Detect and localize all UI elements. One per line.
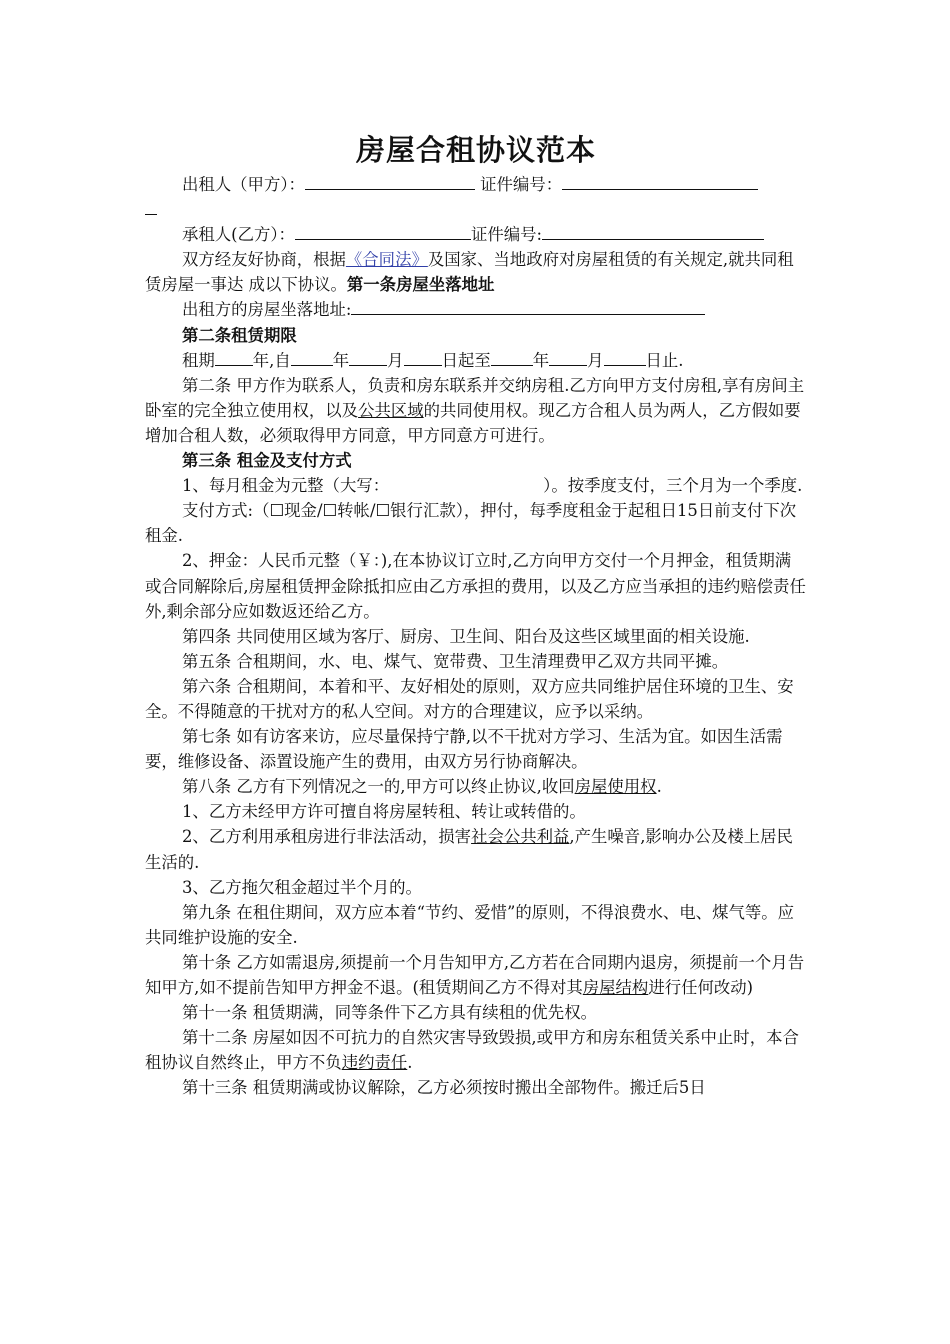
intro-text-cont: 及国家、当地政府对房屋租赁的有关规定,就共同租赁房屋一事达 成以下协议。	[145, 250, 794, 295]
article-8-item-1: 1、乙方未经甲方许可擅自将房屋转租、转让或转借的。	[182, 802, 586, 822]
article-12-text: 第十二条 房屋如因不可抗力的自然灾害导致毁损,或甲方和房东租赁关系中止时，本合租协议自然终止，甲方不负	[145, 1028, 799, 1073]
breach-liability-link[interactable]: 违约责任	[341, 1053, 408, 1073]
article-8-item-2-text: 2、乙方利用承租房进行非法活动，损害	[182, 827, 472, 847]
article-8	[145, 774, 807, 799]
term-text-g: 月	[587, 350, 604, 370]
article-6: 第六条 合租期间，本着和平、友好相处的原则，双方应共同维护居住环境的卫生、安全。不得随意的干扰对方的私人空间。对方的合理建议，应予以采纳。	[145, 676, 794, 721]
end-year-blank	[491, 349, 533, 366]
intro-paragraph	[145, 247, 807, 297]
article-9: 第九条 在租住期间，双方应本着“节约、爱惜”的原则，不得浪费水、电、煤气等。应共同维护设施的安全.	[145, 902, 795, 947]
term-text-c: 年	[332, 350, 350, 370]
lessor-id-label: 证件编号：	[480, 175, 563, 194]
article-10	[145, 950, 807, 1000]
contract-law-link[interactable]: 《合同法》	[345, 250, 428, 270]
address-blank	[351, 298, 705, 315]
article-8-text: 第八条 乙方有下列情况之一的,甲方可以终止协议,收回	[182, 777, 575, 797]
start-year-blank	[291, 349, 333, 366]
term-text-b: 年,自	[252, 350, 291, 370]
article-2-text: 第二条 甲方作为联系人，负责和房东联系并交纳房租.乙方向甲方支付房租,享有房间主卧室的完全独立使用权，以及	[145, 375, 805, 420]
term-years-blank	[215, 349, 253, 366]
lessee-id-label: 证件编号:	[470, 225, 543, 245]
article-13: 第十三条 租赁期满或协议解除，乙方必须按时搬出全部物件。搬迁后5日	[182, 1078, 706, 1098]
payment-paragraph: 支付方式:（☐现金/☐转帐/☐银行汇款），押付，每季度租金于起租日15日前支付下次租金.	[145, 501, 797, 546]
article-8-item-3: 3、乙方拖欠租金超过半个月的。	[182, 877, 422, 897]
article-2-heading: 第二条租赁期限	[182, 325, 297, 345]
rent-text: 1、每月租金为元整（大写：	[182, 476, 390, 496]
lessee-name-blank	[295, 223, 471, 240]
article-1-heading: 第一条房屋坐落地址	[346, 275, 495, 295]
house-structure-link[interactable]: 房屋结构	[582, 978, 649, 997]
lessor-line	[145, 172, 807, 197]
article-2-body	[145, 373, 807, 448]
article-5: 第五条 合租期间，水、电、煤气、宽带费、卫生清理费甲乙双方共同平摊。	[182, 651, 729, 671]
term-label: 租期	[182, 350, 215, 370]
lessor-id-continuation	[145, 197, 807, 222]
lessor-id-blank-end	[145, 198, 157, 215]
address-label: 出租方的房屋坐落地址:	[182, 300, 352, 320]
article-10-text-end: 进行任何改动)	[648, 978, 754, 997]
article-8-item-2-cont: ,产生噪音,影响办公及楼上居民生活的.	[145, 827, 793, 872]
article-12	[145, 1025, 807, 1075]
term-text-h: 日止.	[645, 350, 684, 370]
lessor-name-blank	[305, 173, 475, 190]
rent-paragraph	[145, 473, 807, 498]
lessee-id-blank	[542, 223, 764, 240]
term-line	[145, 348, 807, 373]
article-3-heading: 第三条 租金及支付方式	[182, 451, 352, 471]
article-4: 第四条 共同使用区域为客厅、厨房、卫生间、阳台及这些区域里面的相关设施.	[182, 626, 750, 646]
public-area-link[interactable]: 公共区域	[358, 400, 424, 420]
article-10-text: 第十条 乙方如需退房,须提前一个月告知甲方,乙方若在合同期内退房，须提前一个月告知甲方,如不提前告知甲方押金不退。(租赁期间乙方不得对其	[145, 952, 805, 997]
address-line	[145, 297, 807, 322]
article-7: 第七条 如有访客来访，应尽量保持宁静,以不干扰对方学习、生活为宜。如因生活需要，维修设备、添置设施产生的费用，由双方另行协商解决。	[145, 727, 783, 772]
public-interest-link[interactable]: 社会公共利益	[471, 827, 570, 847]
start-day-blank	[404, 349, 442, 366]
term-text-f: 年	[532, 350, 550, 370]
article-8-item-2	[145, 824, 807, 874]
lessor-label: 出租人（甲方）：	[182, 175, 305, 194]
start-month-blank	[349, 349, 387, 366]
page-title: 房屋合租协议范本	[355, 133, 596, 167]
article-8-text-end: .	[656, 777, 662, 797]
article-2-text-cont: 的共同使用权。现乙方合租人员为两人，乙方假如要增加合租人数，必须取得甲方同意，甲方同意方可进行。	[145, 400, 801, 445]
end-month-blank	[549, 349, 587, 366]
deposit-paragraph: 2、押金：人民币元整（￥：),在本协议订立时,乙方向甲方交付一个月押金，租赁期满或合同解除后,房屋租赁押金除抵扣应由乙方承担的费用，以及乙方应当承担的违约赔偿责任外,剩余部分应如数返还给乙方。	[145, 551, 806, 621]
article-12-text-end: .	[407, 1053, 413, 1073]
article-11: 第十一条 租赁期满，同等条件下乙方具有续租的优先权。	[182, 1003, 597, 1023]
document-page	[145, 128, 807, 1100]
house-use-right-link[interactable]: 房屋使用权	[574, 777, 657, 797]
term-text-e: 日起至	[441, 350, 491, 370]
end-day-blank	[604, 349, 646, 366]
lessee-line	[145, 222, 807, 247]
lessor-id-blank	[562, 173, 758, 190]
lessee-label: 承租人(乙方）：	[182, 225, 295, 245]
term-text-d: 月	[387, 350, 404, 370]
intro-text: 双方经友好协商，根据	[182, 250, 346, 270]
rent-text-cont: ）。按季度支付，三个月为一个季度.	[543, 476, 803, 496]
